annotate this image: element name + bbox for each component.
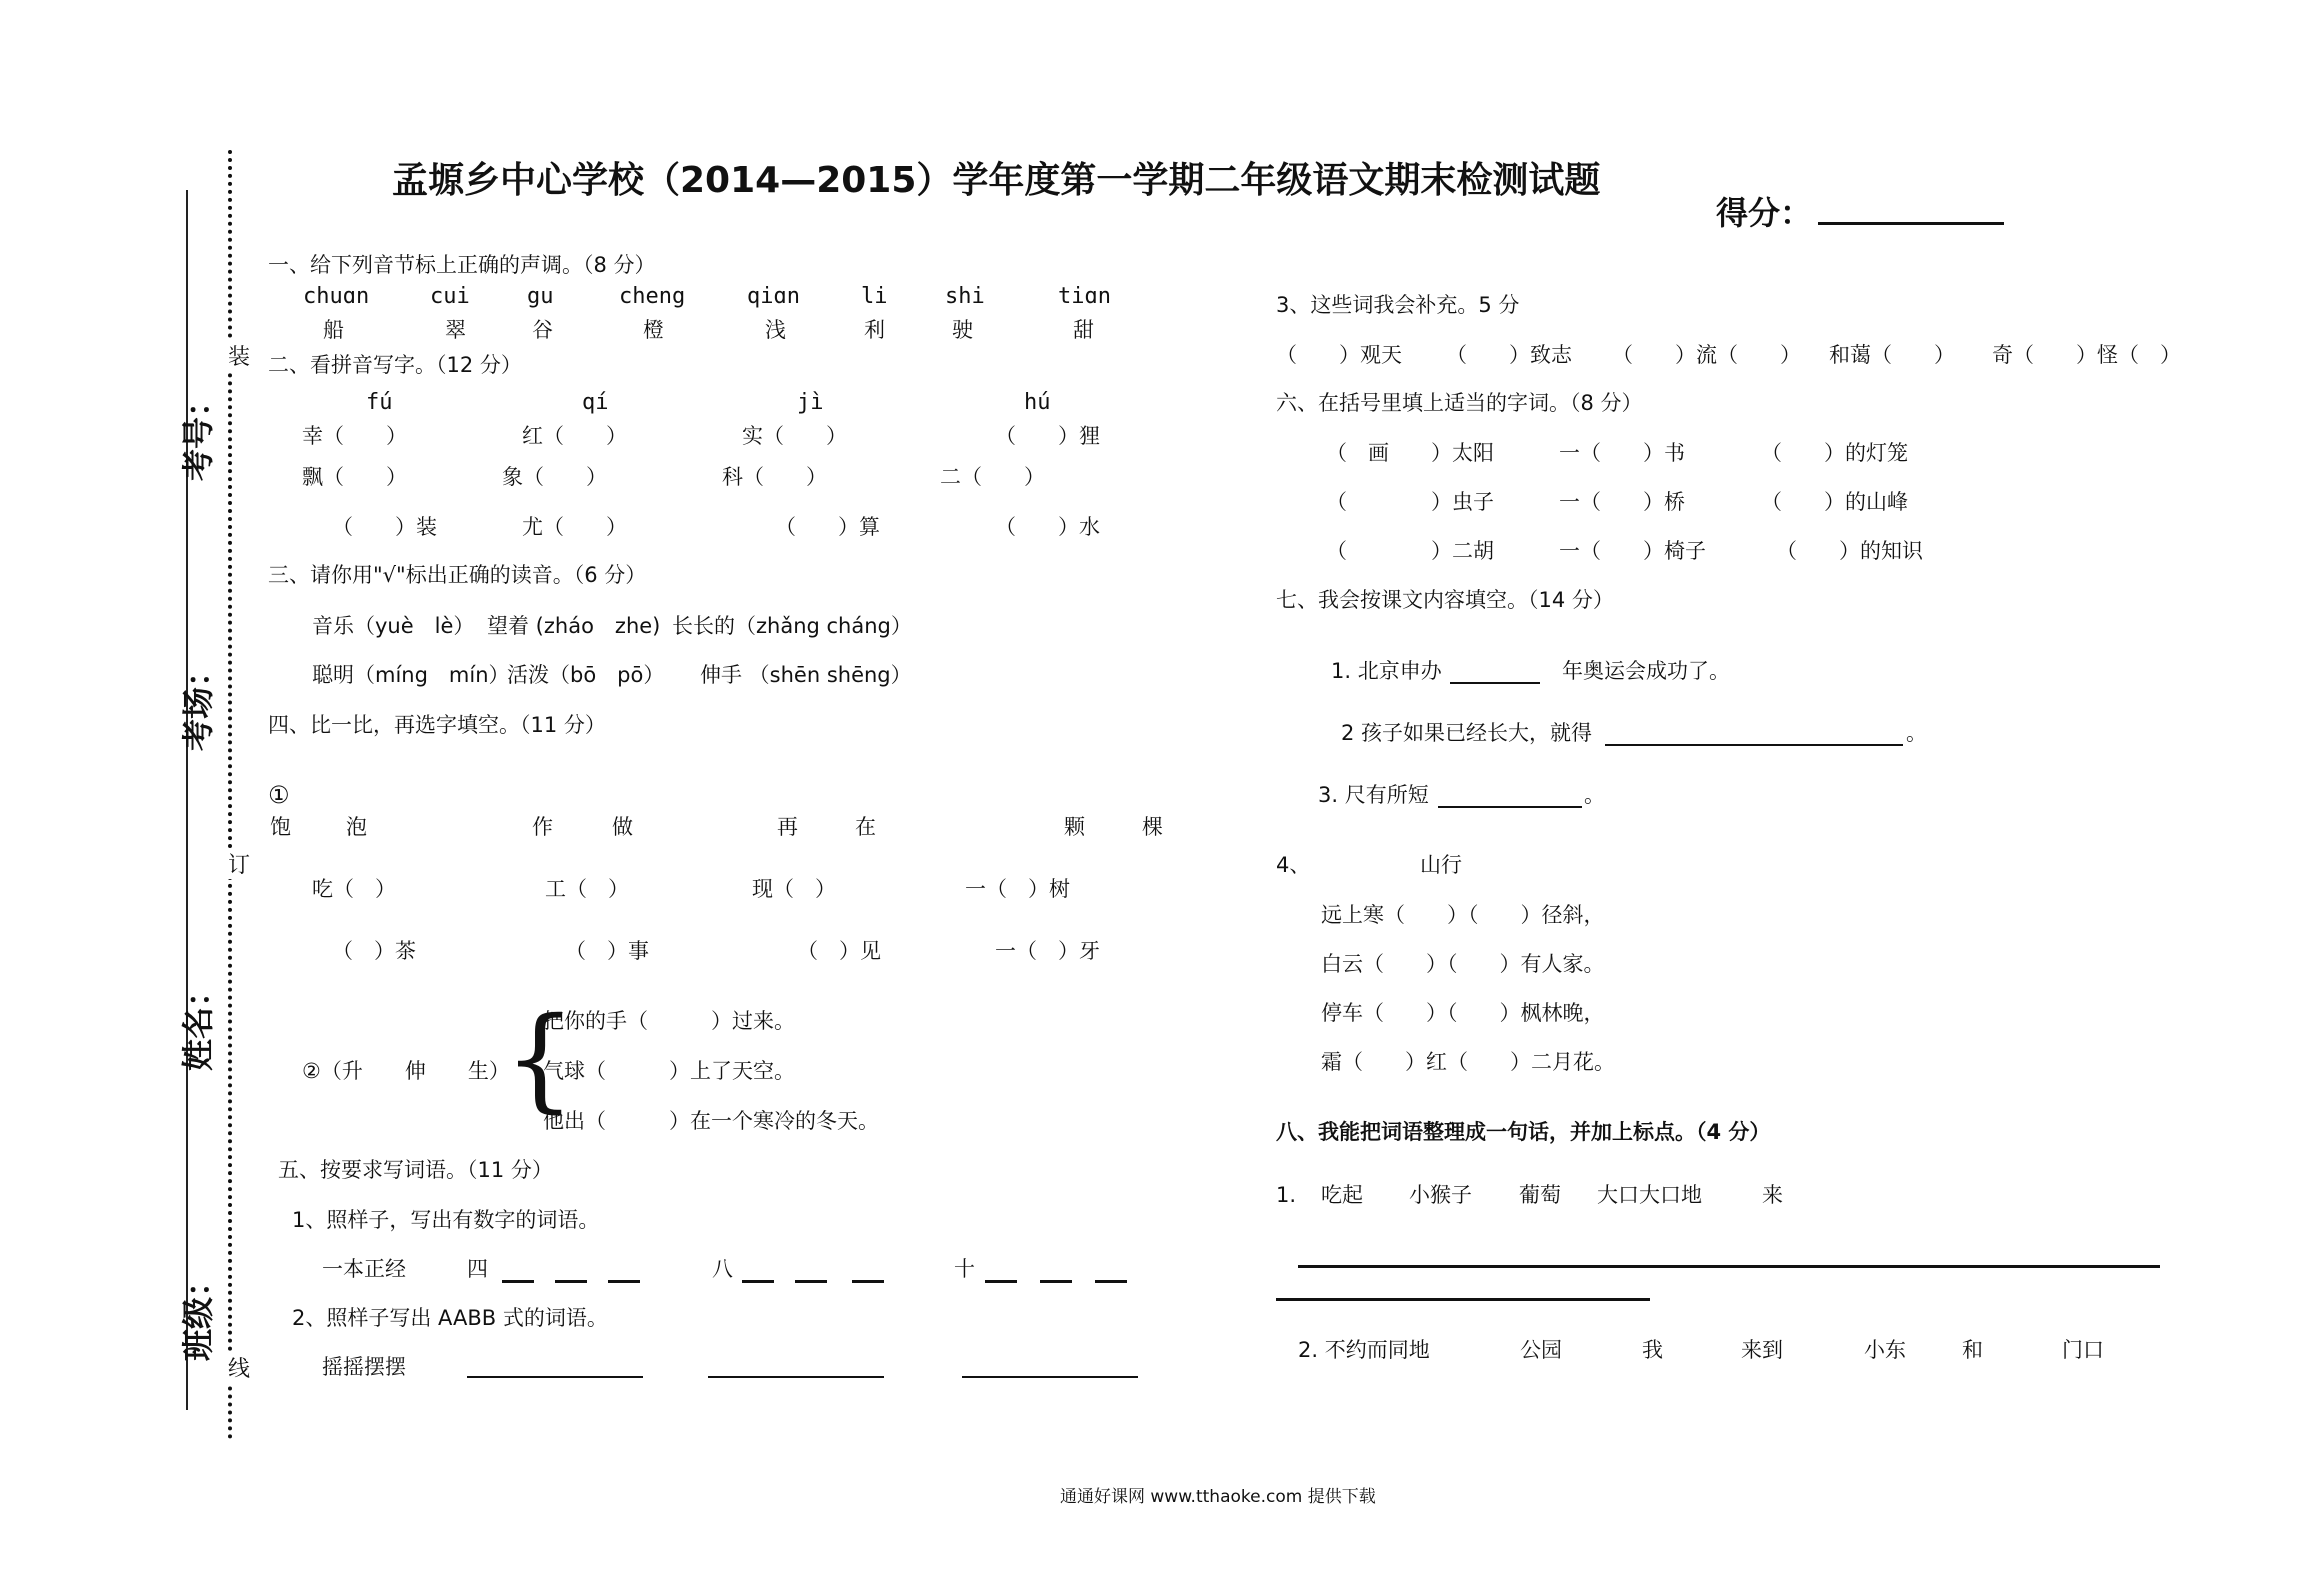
q4-blank-b-4: 一（ ）牙	[995, 939, 1100, 963]
q6-item-3-1: （ ）二胡	[1326, 539, 1494, 563]
q2-item-3-2: 尤（ ）	[522, 515, 627, 539]
q5-prefix-ba: 八	[712, 1257, 733, 1281]
q5-blank-ba-2[interactable]	[795, 1280, 827, 1283]
class-label: 班级：	[179, 1264, 218, 1362]
q8-s2-words-1: 2. 不约而同地	[1298, 1338, 1430, 1362]
q2-heading: 二、看拼音写字。（12 分）	[268, 353, 522, 377]
q1-char-1: 船	[323, 318, 344, 342]
q4-pair-char-6: 在	[855, 815, 876, 839]
binding-char-ding: 订	[228, 848, 250, 879]
footer-source: 通通好课网 www.tthaoke.com 提供下载	[1060, 1487, 1376, 1507]
q6-item-1-1: （ 画 ）太阳	[1326, 441, 1494, 465]
score-blank[interactable]	[1818, 222, 2004, 225]
q2-item-2-2: 象（ ）	[502, 465, 607, 489]
q8-s1-number: 1.	[1276, 1183, 1297, 1207]
q5-blank-ba-1[interactable]	[742, 1280, 774, 1283]
q2-pinyin-1: fú	[366, 390, 393, 415]
q1-char-7: 驶	[952, 318, 973, 342]
q1-pinyin-7: shi	[945, 284, 985, 309]
q2-item-2-4: 二（ ）	[940, 465, 1045, 489]
q5-blank-shi-3[interactable]	[1095, 1280, 1127, 1283]
poem-title: 山行	[1420, 853, 1462, 877]
binding-char-xian: 线	[228, 1352, 250, 1383]
q3b-item-2: （ ）致志	[1446, 343, 1572, 367]
q1-char-3: 谷	[532, 318, 553, 342]
binding-solid-line	[186, 190, 188, 1410]
q4-pair-char-1: 饱	[270, 815, 291, 839]
q6-heading: 六、在括号里填上适当的字词。（8 分）	[1276, 391, 1643, 415]
poem-line-2: 白云（ ）（ ）有人家。	[1321, 952, 1605, 976]
q2-item-3-3: （ ）算	[775, 515, 880, 539]
q6-item-1-3: （ ）的灯笼	[1761, 441, 1908, 465]
q5-sub1: 1、照样子，写出有数字的词语。	[292, 1208, 600, 1232]
q5-sub2: 2、照样子写出 AABB 式的词语。	[292, 1306, 608, 1330]
q2-pinyin-3: jì	[797, 390, 824, 415]
q7-s3-end: 。	[1584, 783, 1605, 807]
q2-pinyin-4: hú	[1024, 390, 1051, 415]
q8-heading: 八、我能把词语整理成一句话，并加上标点。（4 分）	[1276, 1120, 1771, 1144]
q6-item-2-3: （ ）的山峰	[1761, 490, 1908, 514]
q1-pinyin-6: li	[861, 284, 888, 309]
q1-pinyin-4: cheng	[619, 284, 686, 309]
q8-answer-line-2[interactable]	[1276, 1298, 1650, 1301]
q4-sentence-3: 他出（ ）在一个寒冷的冬天。	[543, 1109, 879, 1133]
q3b-item-3: （ ）流（ ）	[1612, 343, 1801, 367]
q4-blank-b-1: （ ）茶	[332, 939, 416, 963]
q4-pair-char-2: 泡	[346, 815, 367, 839]
exam-room-label: 考场：	[179, 654, 218, 752]
q7-s2-start: 2 孩子如果已经长大，就得	[1341, 721, 1593, 745]
q8-s1-word-3: 葡萄	[1519, 1183, 1561, 1207]
q8-s2-word-3: 我	[1642, 1338, 1663, 1362]
q4-pair-char-8: 棵	[1142, 815, 1163, 839]
q1-char-5: 浅	[765, 318, 786, 342]
q5-blank-si-2[interactable]	[555, 1280, 587, 1283]
q7-s2-end: 。	[1906, 721, 1927, 745]
q8-s1-word-5: 来	[1762, 1183, 1783, 1207]
q4-pair-char-3: 作	[532, 815, 553, 839]
q4-brace: {	[504, 994, 576, 1124]
q5-heading: 五、按要求写词语。（11 分）	[278, 1158, 553, 1182]
q3-item-1-1: 音乐（yuè lè）	[312, 614, 475, 638]
score-label: 得分：	[1716, 194, 1813, 232]
q7-s3-start: 3. 尺有所短	[1318, 783, 1429, 807]
q8-s2-word-5: 小东	[1864, 1338, 1906, 1362]
binding-char-zhuang: 装	[228, 340, 250, 371]
q4-circle-1: ①	[268, 781, 290, 809]
q4-heading: 四、比一比，再选字填空。（11 分）	[268, 713, 606, 737]
q2-item-2-1: 飘（ ）	[302, 465, 407, 489]
q3-heading: 三、请你用"√"标出正确的读音。（6 分）	[268, 563, 647, 587]
q1-char-4: 橙	[643, 318, 664, 342]
q7-s1-end: 年奥运会成功了。	[1562, 659, 1730, 683]
q4-blank-b-3: （ ）见	[797, 939, 881, 963]
q5-aabb-blank-3[interactable]	[962, 1376, 1138, 1378]
q4-blank-a-4: 一（ ）树	[965, 877, 1070, 901]
q1-char-8: 甜	[1073, 318, 1094, 342]
q3-item-2-3: 伸手 （shēn shēng）	[700, 663, 912, 687]
q4-blank-a-2: 工（ ）	[545, 877, 629, 901]
exam-number-label: 考号：	[179, 384, 218, 482]
q3-item-1-2: 望着 (zháo zhe)	[487, 614, 661, 638]
q4-pair-char-7: 颗	[1064, 815, 1085, 839]
q8-s1-word-1: 吃起	[1321, 1183, 1363, 1207]
q7-heading: 七、我会按课文内容填空。（14 分）	[1276, 588, 1614, 612]
q5-aabb-blank-2[interactable]	[708, 1376, 884, 1378]
q3b-heading: 3、这些词我会补充。5 分	[1276, 293, 1520, 317]
q3b-item-4: 和蔼（ ）	[1829, 343, 1955, 367]
q7-s4-number: 4、	[1276, 853, 1311, 877]
q2-item-1-2: 红（ ）	[522, 424, 627, 448]
q3-item-1-3: 长长的（zhǎng cháng）	[672, 614, 912, 638]
q6-item-2-2: 一（ ）桥	[1559, 490, 1685, 514]
q7-s2-blank[interactable]	[1605, 744, 1903, 746]
q4-blank-a-1: 吃（ ）	[312, 877, 396, 901]
q1-pinyin-1: chuɑn	[303, 284, 370, 309]
q3b-item-5: 奇（ ）怪（ ）	[1992, 343, 2181, 367]
q5-example-1: 一本正经	[322, 1257, 406, 1281]
q3-item-2-2: 活泼（bō pō）	[507, 663, 665, 687]
q7-s1-blank[interactable]	[1450, 682, 1540, 684]
poem-line-3: 停车（ ）（ ）枫林晚，	[1321, 1001, 1605, 1025]
q2-item-1-1: 幸（ ）	[302, 424, 407, 448]
q8-s2-word-2: 公园	[1520, 1338, 1562, 1362]
q6-item-2-1: （ ）虫子	[1326, 490, 1494, 514]
q8-answer-line-1[interactable]	[1298, 1265, 2160, 1268]
q2-item-1-4: （ ）狸	[995, 424, 1100, 448]
q1-char-6: 利	[864, 318, 885, 342]
q4-pair-char-5: 再	[777, 815, 798, 839]
poem-line-1: 远上寒（ ）（ ）径斜，	[1321, 903, 1605, 927]
q5-prefix-si: 四	[467, 1257, 488, 1281]
name-label: 姓名：	[179, 974, 218, 1072]
q8-s1-word-2: 小猴子	[1409, 1183, 1472, 1207]
q5-prefix-shi: 十	[954, 1257, 975, 1281]
q4-blank-a-3: 现（ ）	[752, 877, 836, 901]
q5-blank-shi-2[interactable]	[1040, 1280, 1072, 1283]
q1-pinyin-5: qiɑn	[747, 284, 800, 309]
q5-blank-si-3[interactable]	[608, 1280, 640, 1283]
q4-sentence-2: 气球（ ）上了天空。	[543, 1059, 795, 1083]
q5-blank-shi-1[interactable]	[985, 1280, 1017, 1283]
q5-blank-ba-3[interactable]	[852, 1280, 884, 1283]
page-title: 孟塬乡中心学校（2014—2015）学年度第一学期二年级语文期末检测试题	[392, 160, 1601, 201]
q8-s2-word-4: 来到	[1741, 1338, 1783, 1362]
q8-s1-word-4: 大口大口地	[1597, 1183, 1702, 1207]
q6-item-3-3: （ ）的知识	[1776, 539, 1923, 563]
q2-item-3-1: （ ）装	[332, 515, 437, 539]
q5-example-2: 摇摇摆摆	[322, 1355, 406, 1379]
q1-pinyin-3: gu	[527, 284, 554, 309]
q2-pinyin-2: qí	[582, 390, 609, 415]
q2-item-1-3: 实（ ）	[742, 424, 847, 448]
q8-s2-word-6: 和	[1962, 1338, 1983, 1362]
q7-s1-start: 1. 北京申办	[1331, 659, 1442, 683]
q4-circle-2-options: ②（升 伸 生）	[302, 1059, 510, 1083]
q6-item-1-2: 一（ ）书	[1559, 441, 1685, 465]
q4-blank-b-2: （ ）事	[565, 939, 649, 963]
q8-s2-word-7: 门口	[2062, 1338, 2104, 1362]
q1-pinyin-2: cui	[430, 284, 470, 309]
q2-item-3-4: （ ）水	[995, 515, 1100, 539]
q5-aabb-blank-1[interactable]	[467, 1376, 643, 1378]
q3b-item-1: （ ）观天	[1276, 343, 1402, 367]
q1-heading: 一、给下列音节标上正确的声调。（8 分）	[268, 253, 656, 277]
q6-item-3-2: 一（ ）椅子	[1559, 539, 1706, 563]
q1-pinyin-8: tiɑn	[1058, 284, 1111, 309]
q3-item-2-1: 聪明（míng mín）	[312, 663, 510, 687]
q7-s3-blank[interactable]	[1438, 806, 1582, 808]
q2-item-2-3: 科（ ）	[722, 465, 827, 489]
q5-blank-si-1[interactable]	[502, 1280, 534, 1283]
q4-pair-char-4: 做	[612, 815, 633, 839]
q1-char-2: 翠	[445, 318, 466, 342]
q4-sentence-1: 把你的手（ ）过来。	[543, 1009, 795, 1033]
poem-line-4: 霜（ ）红（ ）二月花。	[1321, 1050, 1615, 1074]
